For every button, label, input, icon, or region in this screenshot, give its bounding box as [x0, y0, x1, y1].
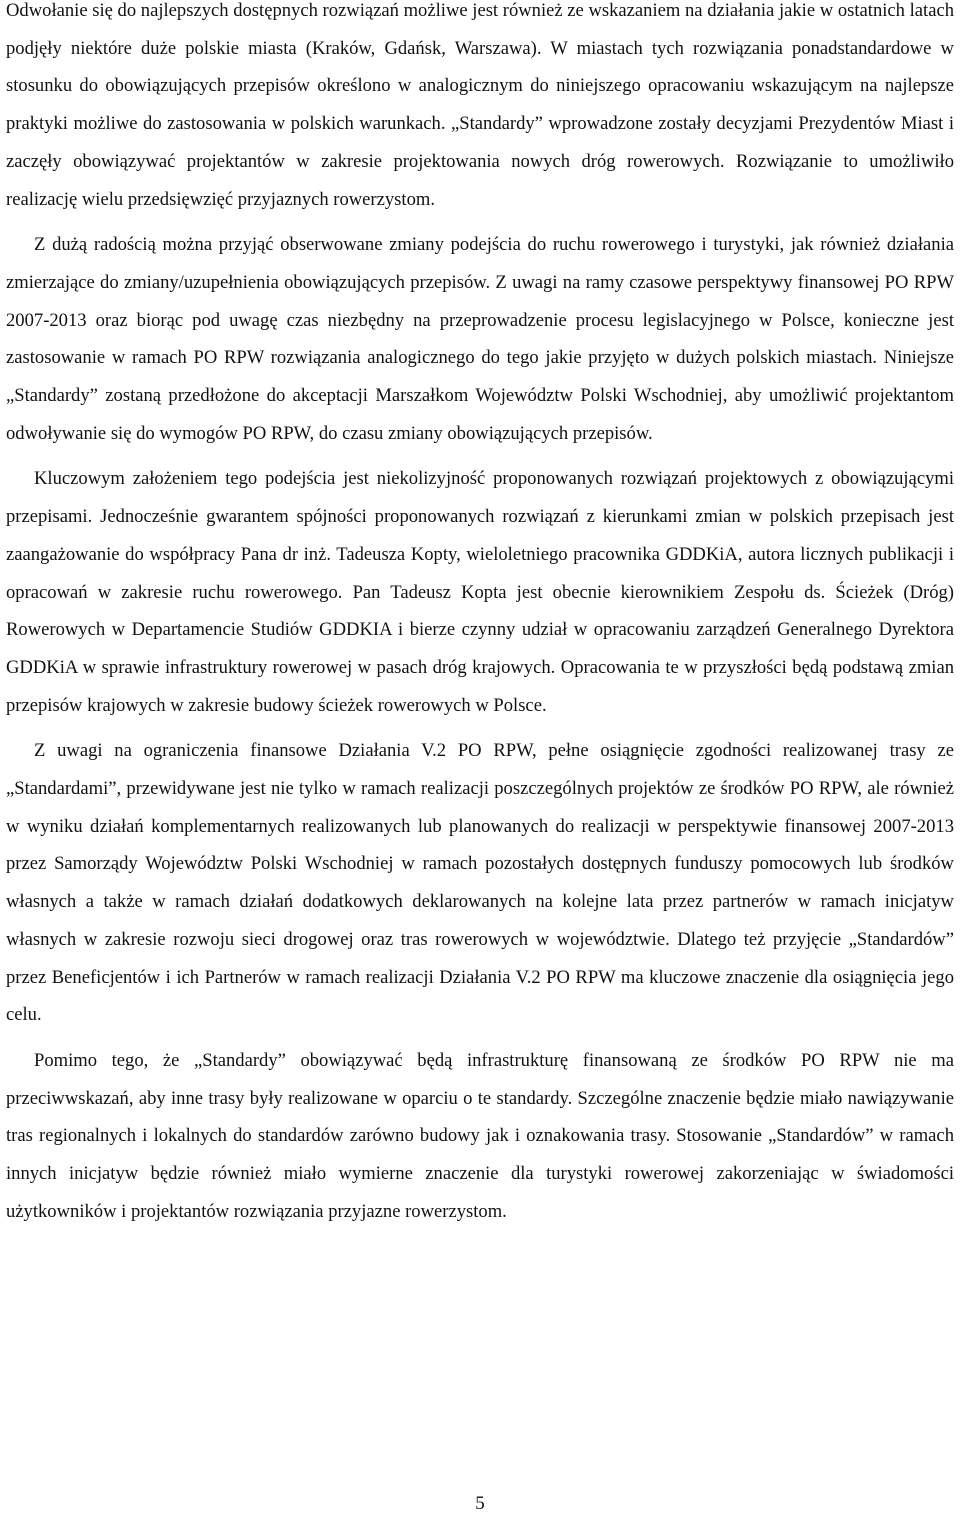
paragraph-5: Pomimo tego, że „Standardy” obowiązywać będą infrastrukturę finansowaną ze środków PO RPW nie ma przeciwwskazań, aby inne trasy były realizowane w oparciu o te standardy. Szczególne znaczenie będzie miało nawiązywanie tras regionalnych i lokalnych do standardów zarówno budowy jak i oznakowania trasy. Stosowanie „Standardów” w ramach innych inicjatyw będzie również miało wymierne znaczenie dla turystyki rowerowej zakorzeniając w świadomości użytkowników i projektantów rozwiązania przyjazne rowerzystom. — [6, 1049, 954, 1222]
paragraph-3: Kluczowym założeniem tego podejścia jest niekolizyjność proponowanych rozwiązań projektowych z obowiązującymi przepisami. Jednocześnie gwarantem spójności proponowanych rozwiązań z kierunkami zmian w polskich przepisach jest zaangażowanie do współpracy Pana dr inż. Tadeusza Kopty, wieloletniego pracownika GDDKiA, autora licznych publikacji i opracowań w zakresie ruchu rowerowego. Pan Tadeusz Kopta jest obecnie kierownikiem Zespołu ds. Ścieżek (Dróg) Rowerowych w Departamencie Studiów GDDKIA i bierze czynny udział w opracowaniu zarządzeń Generalnego Dyrektora GDDKiA w sprawie infrastruktury rowerowej w pasach dróg krajowych. Opracowania te w przyszłości będą podstawą zmian przepisów krajowych w zakresie budowy ścieżek rowerowych w Polsce. — [6, 468, 954, 716]
paragraph-2: Z dużą radością można przyjąć obserwowane zmiany podejścia do ruchu rowerowego i turystyki, jak również działania zmierzające do zmiany/uzupełnienia obowiązujących przepisów. Z uwagi na ramy czasowe perspektywy finansowej PO RPW 2007-2013 oraz biorąc pod uwagę czas niezbędny na przeprowadzenie procesu legislacyjnego w Polsce, konieczne jest zastosowanie w ramach PO RPW rozwiązania analogicznego do tego jakie przyjęto w dużych polskich miastach. Niniejsze „Standardy” zostaną przedłożone do akceptacji Marszałkom Województw Polski Wschodniej, aby umożliwić projektantom odwoływanie się do wymogów PO RPW, do czasu zmiany obowiązujących przepisów. — [6, 234, 954, 444]
paragraph-4: Z uwagi na ograniczenia finansowe Działania V.2 PO RPW, pełne osiągnięcie zgodności realizowanej trasy ze „Standardami”, przewidywane jest nie tylko w ramach realizacji poszczególnych projektów ze środków PO RPW, ale również w wyniku działań komplementarnych realizowanych lub planowanych do realizacji w perspektywie finansowej 2007-2013 przez Samorządy Województw Polski Wschodniej w ramach pozostałych dostępnych funduszy pomocowych lub środków własnych a także w ramach działań dodatkowych deklarowanych na kolejne lata przez partnerów w ramach inicjatyw własnych w zakresie rozwoju sieci drogowej oraz tras rowerowych w województwie. Dlatego też przyjęcie „Standardów” przez Beneficjentów i ich Partnerów w ramach realizacji Działania V.2 PO RPW ma kluczowe znaczenie dla osiągnięcia jego celu. — [6, 740, 954, 1026]
document-page — [6, 0, 954, 1239]
page-number: 5 — [475, 1493, 485, 1514]
paragraph-1: Odwołanie się do najlepszych dostępnych rozwiązań możliwe jest również ze wskazaniem na działania jakie w ostatnich latach podjęły niektóre duże polskie miasta (Kraków, Gdańsk, Warszawa). W miastach tych rozwiązania ponadstandardowe w stosunku do obowiązujących przepisów określono w analogicznym do niniejszego opracowaniu wskazującym na najlepsze praktyki możliwe do zastosowania w polskich warunkach. „Standardy” wprowadzone zostały decyzjami Prezydentów Miast i zaczęły obowiązywać projektantów w zakresie projektowania nowych dróg rowerowych. Rozwiązanie to umożliwiło realizację wielu przedsięwzięć przyjaznych rowerzystom. — [6, 0, 954, 210]
